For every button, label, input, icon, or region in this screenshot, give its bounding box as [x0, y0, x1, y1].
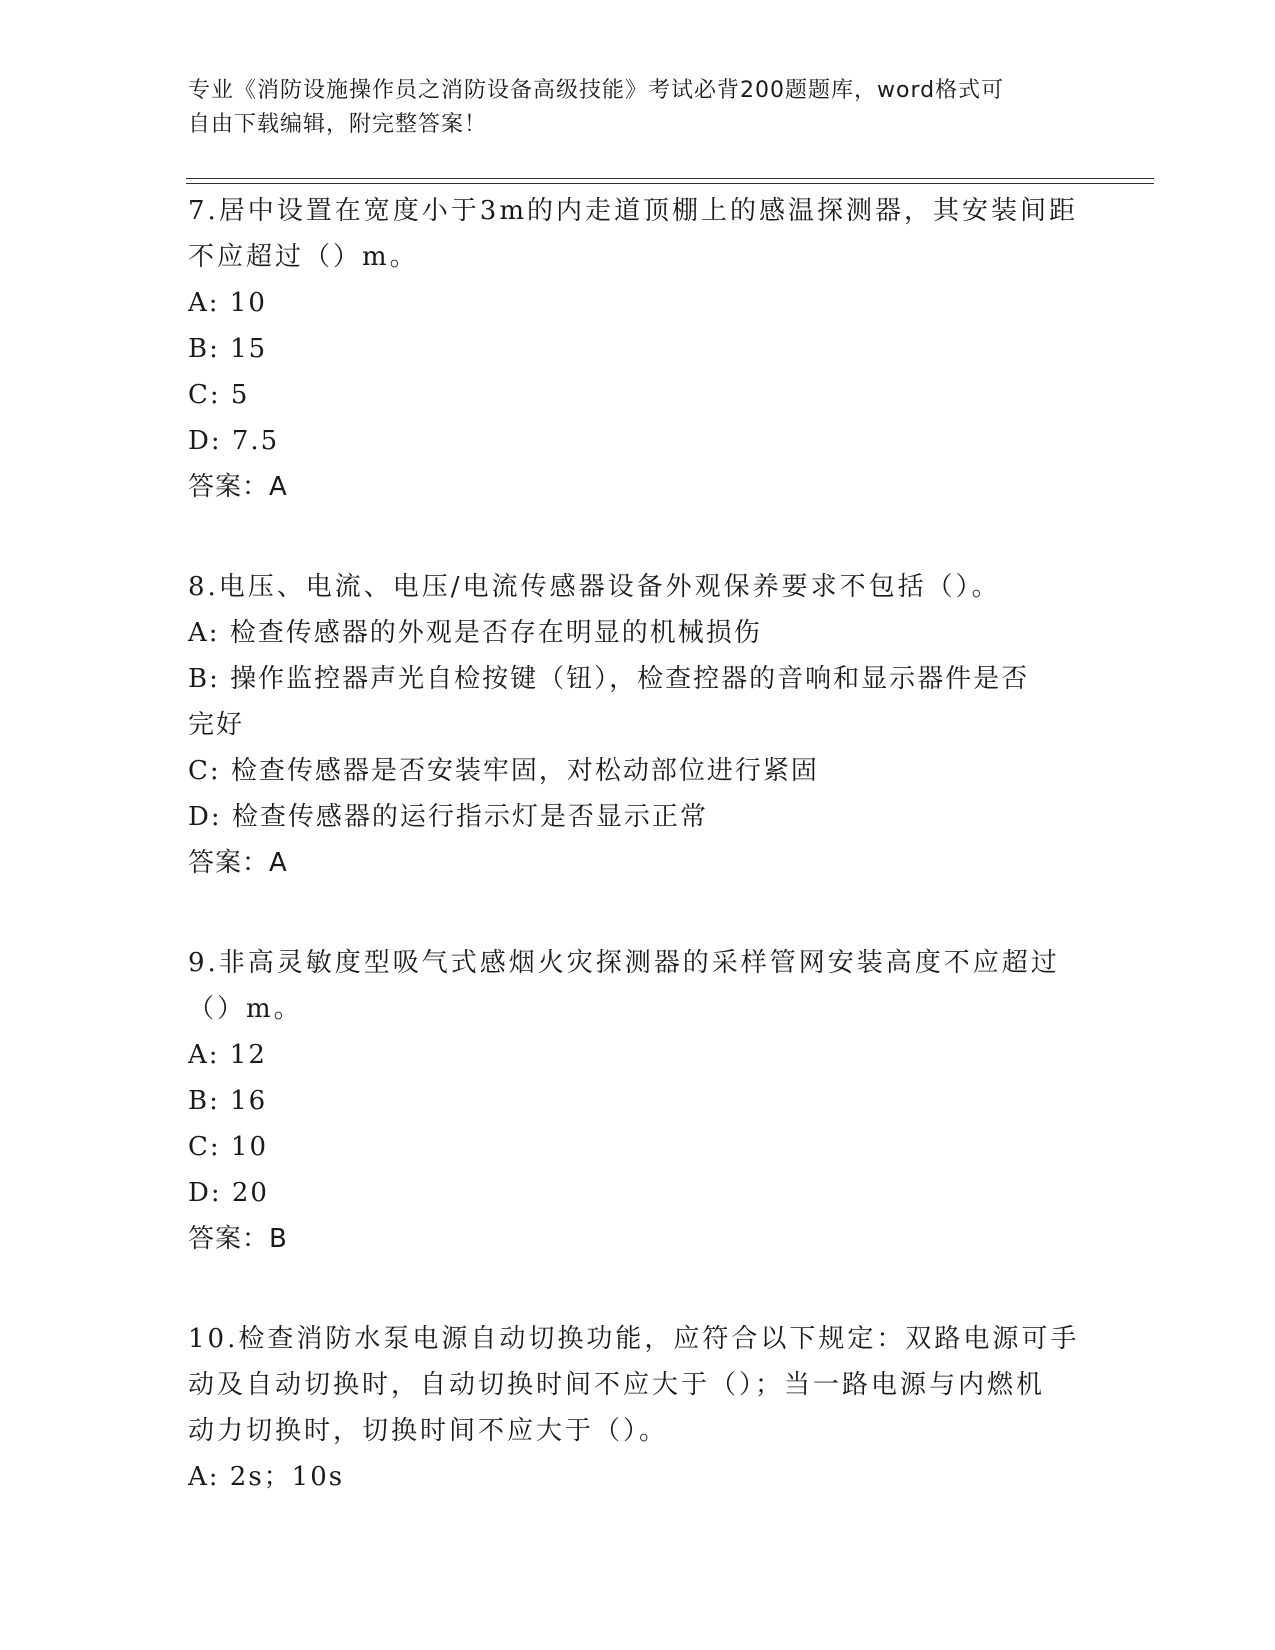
question-stem: 动力切换时，切换时间不应大于（）。: [188, 1416, 669, 1446]
option-a: A: 检查传感器的外观是否存在明显的机械损伤: [188, 618, 762, 648]
option-a: A: 10: [188, 288, 267, 318]
header-rule-top: [186, 178, 1154, 179]
option-c: C: 10: [188, 1132, 269, 1162]
option-b: B: 操作监控器声光自检按键（钮），检查控器的音响和显示器件是否: [188, 664, 1030, 694]
question-9: [188, 940, 1088, 1262]
answer-label: 答案：A: [188, 848, 288, 878]
answer-label: 答案：A: [188, 472, 288, 502]
header-double-rule: [186, 178, 1154, 184]
option-a: A: 2s；10s: [188, 1462, 345, 1492]
question-stem: （）m。: [188, 994, 303, 1024]
option-c: C: 检查传感器是否安装牢固，对松动部位进行紧固: [188, 756, 819, 786]
question-stem: 9.非高灵敏度型吸气式感烟火灾探测器的采样管网安装高度不应超过: [188, 948, 1060, 978]
option-d: D: 检查传感器的运行指示灯是否显示正常: [188, 802, 708, 832]
option-d: D: 20: [188, 1178, 269, 1208]
question-7: [188, 188, 1088, 510]
header-rule-bottom: [186, 183, 1154, 184]
option-b-continued: 完好: [188, 710, 245, 740]
question-stem: 不应超过（）m。: [188, 242, 419, 272]
option-d: D: 7.5: [188, 426, 280, 456]
question-stem: 动及自动切换时，自动切换时间不应大于（）；当一路电源与内燃机: [188, 1370, 1046, 1400]
header-line-2: 自由下载编辑，附完整答案！: [188, 112, 488, 137]
option-b: B: 15: [188, 334, 268, 364]
question-stem: 10.检查消防水泵电源自动切换功能，应符合以下规定：双路电源可手: [188, 1324, 1080, 1354]
question-stem: 8.电压、电流、电压/电流传感器设备外观保养要求不包括（）。: [188, 572, 1001, 602]
document-header: [188, 74, 1068, 142]
question-list: [188, 188, 1088, 1554]
option-c: C: 5: [188, 380, 250, 410]
answer-label: 答案：B: [188, 1224, 288, 1254]
option-b: B: 16: [188, 1086, 268, 1116]
question-10: [188, 1316, 1088, 1500]
question-8: [188, 564, 1088, 886]
option-a: A: 12: [188, 1040, 267, 1070]
header-line-1: 专业《消防设施操作员之消防设备高级技能》考试必背200题题库，word格式可: [188, 78, 1005, 103]
question-stem: 7.居中设置在宽度小于3m的内走道顶棚上的感温探测器，其安装间距: [188, 196, 1079, 226]
